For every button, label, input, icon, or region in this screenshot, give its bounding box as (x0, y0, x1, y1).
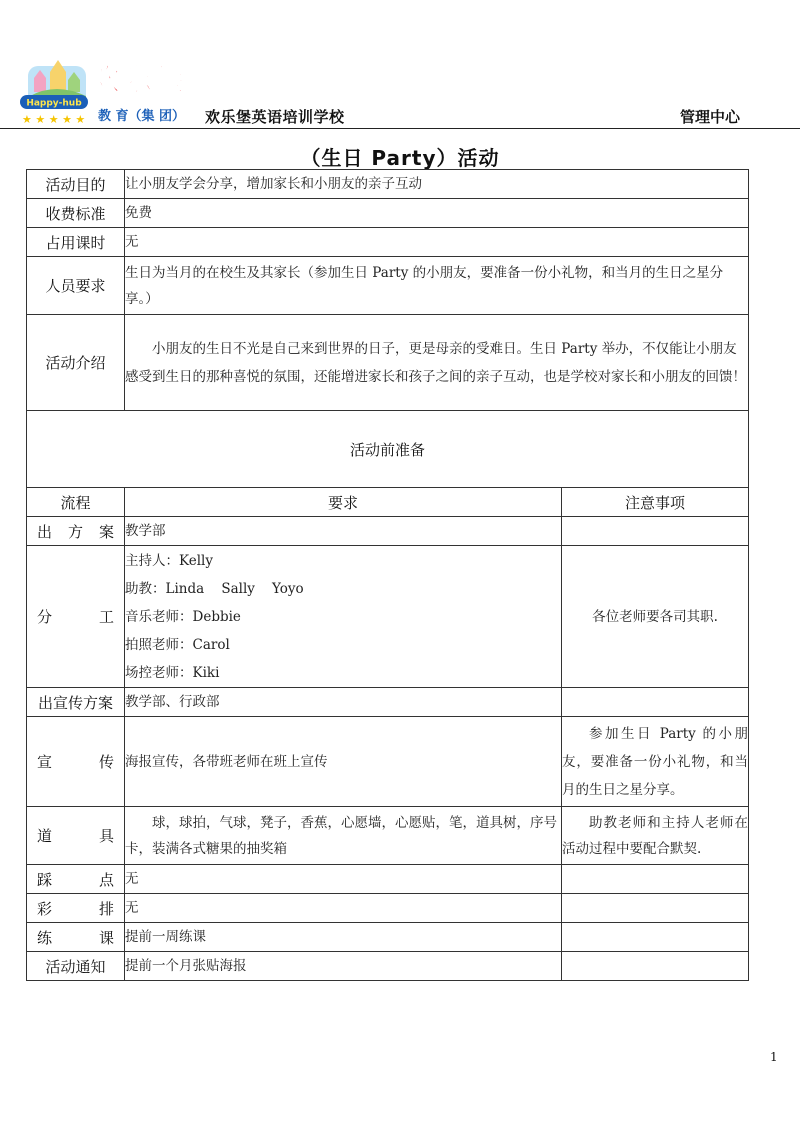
requirement-cell: 提前一周练课 (125, 923, 562, 952)
page-header (0, 0, 800, 132)
spread-label (27, 927, 124, 948)
process-label (27, 807, 125, 865)
table-row (27, 517, 749, 546)
header-divider (0, 128, 800, 129)
char: 方 (67, 522, 83, 541)
requirement-cell: 球，球拍，气球，凳子，香蕉，心愿墙，心愿贴，笔，道具树，序号卡，装满各式糖果的抽奖箱 (125, 807, 562, 865)
char: 课 (98, 928, 114, 947)
staff-control: 场控老师：Kiki (125, 664, 220, 681)
table-row (27, 257, 749, 315)
note-cell (562, 952, 749, 981)
intro-value: 小朋友的生日不光是自己来到世界的日子，更是母亲的受难日。生日 Party 举办，不仅能让小朋友感受到生日的那种喜悦的氛围，还能增进家长和孩子之间的亲子互动，也是学校对家长和小朋友的回馈！ (125, 315, 749, 411)
table-row (27, 411, 749, 488)
prep-section-title: 活动前准备 (27, 411, 749, 488)
staff-assistants: 助教：Linda Sally Yoyo (125, 580, 304, 597)
col-header-notes: 注意事项 (562, 488, 749, 517)
hours-value: 无 (125, 228, 749, 257)
happy-hub-logo (20, 52, 200, 127)
fee-label: 收费标准 (27, 199, 125, 228)
requirement-cell: 无 (125, 865, 562, 894)
requirement-cell: 教学部、行政部 (125, 688, 562, 717)
table-row (27, 170, 749, 199)
note-cell (562, 865, 749, 894)
char: 踩 (37, 870, 53, 889)
stars-icon (22, 113, 85, 126)
page-number: 1 (770, 1050, 778, 1064)
process-label (27, 894, 125, 923)
table-row (27, 894, 749, 923)
staff-music: 音乐老师：Debbie (125, 608, 241, 625)
note-cell: 助教老师和主持人老师在活动过程中要配合默契. (562, 807, 749, 865)
staff-photo: 拍照老师：Carol (125, 636, 230, 653)
char: 练 (37, 928, 53, 947)
intro-label: 活动介绍 (27, 315, 125, 411)
requirement-cell: 无 (125, 894, 562, 923)
fee-value: 免费 (125, 199, 749, 228)
process-label (27, 865, 125, 894)
char: 传 (98, 753, 114, 771)
purpose-label: 活动目的 (27, 170, 125, 199)
process-label: 活动通知 (27, 952, 125, 981)
school-name: 欢乐堡英语培训学校 (205, 108, 345, 126)
logo-main-text: 欢乐堡 (90, 63, 186, 98)
process-label (27, 717, 125, 807)
char: 宣 (37, 753, 53, 771)
spread-label (27, 898, 124, 919)
requirement-cell: 教学部 (125, 517, 562, 546)
spread-label (27, 606, 124, 627)
table-row (27, 717, 749, 807)
col-header-process: 流程 (27, 488, 125, 517)
staff-host: 主持人：Kelly (125, 552, 213, 569)
people-label: 人员要求 (27, 257, 125, 315)
table-row (27, 688, 749, 717)
table-row (27, 923, 749, 952)
note-cell (562, 688, 749, 717)
document-title: （生日 Party）活动 (300, 146, 500, 170)
table-header-row (27, 488, 749, 517)
requirement-cell: 海报宣传，各带班老师在班上宣传 (125, 717, 562, 807)
table-row (27, 546, 749, 688)
process-label (27, 923, 125, 952)
char: 出 (37, 522, 53, 541)
table-row (27, 952, 749, 981)
people-value: 生日为当月的在校生及其家长（参加生日 Party 的小朋友，要准备一份小礼物，和当月的生日之星分享。） (125, 257, 749, 315)
char: 具 (98, 827, 114, 845)
requirement-cell: 提前一个月张贴海报 (125, 952, 562, 981)
note-cell (562, 894, 749, 923)
note-cell (562, 517, 749, 546)
department-name: 管理中心 (680, 108, 741, 126)
table-row (27, 315, 749, 411)
staff-list (125, 546, 562, 688)
spread-label (27, 869, 124, 890)
char: 彩 (37, 899, 53, 918)
note-cell (562, 923, 749, 952)
table-row (27, 865, 749, 894)
spread-label (27, 751, 124, 772)
spread-label (27, 825, 124, 846)
table-row (27, 807, 749, 865)
char: 工 (98, 608, 114, 626)
note-cell: 参加生日 Party 的小朋友，要准备一份小礼物，和当月的生日之星分享。 (562, 717, 749, 807)
char: 道 (37, 827, 53, 845)
char: 排 (98, 899, 114, 918)
char: 分 (37, 608, 53, 626)
char: 点 (98, 870, 114, 889)
process-label (27, 517, 125, 546)
table-row (27, 199, 749, 228)
note-cell: 各位老师要各司其职. (562, 546, 749, 688)
purpose-value: 让小朋友学会分享，增加家长和小朋友的亲子互动 (125, 170, 749, 199)
col-header-requirement: 要求 (125, 488, 562, 517)
process-label: 出宣传方案 (27, 688, 125, 717)
activity-table (26, 169, 749, 981)
svg-text:★ ★ ★ ★ ★: ★ ★ ★ ★ ★ (22, 113, 86, 126)
logo-sub-text: 教 育（集 团） (98, 109, 186, 124)
spread-label (27, 521, 124, 542)
logo-badge-text: Happy-hub (26, 98, 82, 109)
hours-label: 占用课时 (27, 228, 125, 257)
process-label (27, 546, 125, 688)
table-row (27, 228, 749, 257)
char: 案 (98, 522, 114, 541)
